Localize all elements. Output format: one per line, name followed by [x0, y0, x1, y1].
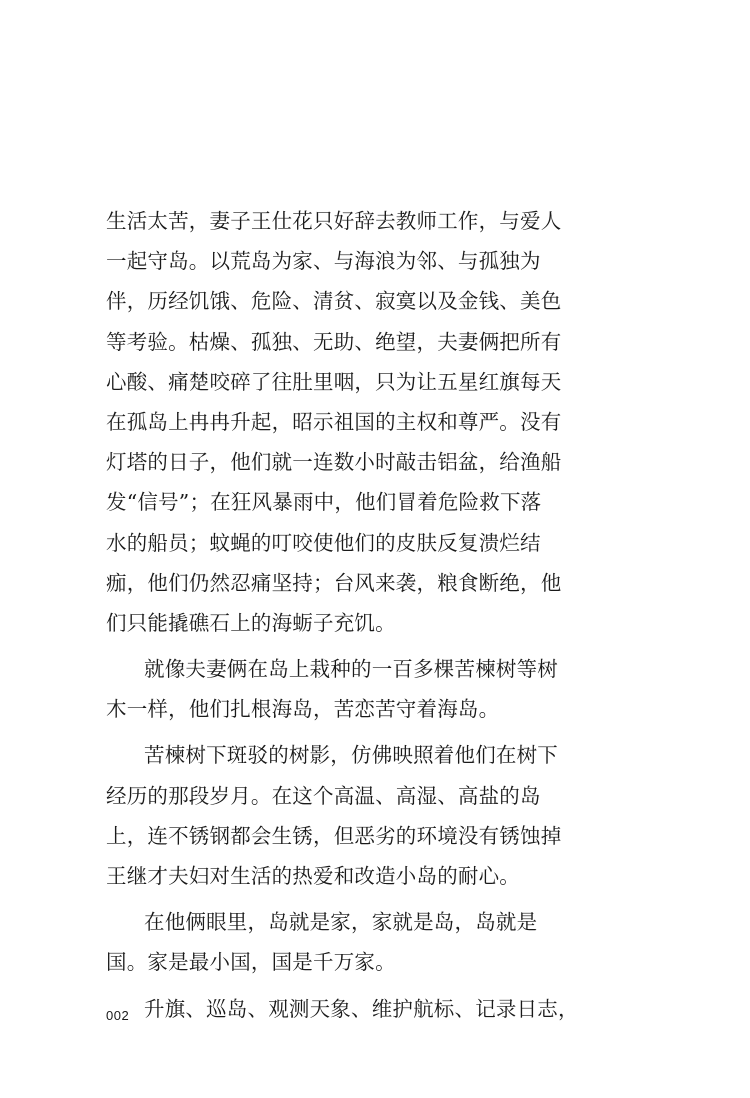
- body-text: [106, 201, 579, 1029]
- text-line: 水的船员；蚊蝇的叮咬使他们的皮肤反复溃烂结: [106, 530, 541, 555]
- text-line: 上，连不锈钢都会生锈，但恶劣的环境没有锈蚀掉: [106, 823, 562, 848]
- text-line: 经历的那段岁月。在这个高温、高湿、高盐的岛: [106, 783, 541, 808]
- text-line: 在孤岛上冉冉升起，昭示祖国的主权和尊严。没有: [106, 409, 562, 434]
- text-line: 木一样，他们扎根海岛，苦恋苦守着海岛。: [106, 697, 500, 722]
- text-line: 苦楝树下斑驳的树影，仿佛映照着他们在树下: [144, 743, 558, 768]
- text-line: 伴，历经饥饿、危险、清贫、寂寞以及金钱、美色: [106, 289, 562, 314]
- text-line: 们只能撬礁石上的海蛎子充饥。: [106, 610, 396, 635]
- paragraph-4: [106, 902, 538, 982]
- text-line: 在他俩眼里，岛就是家，家就是岛，岛就是: [144, 910, 538, 935]
- text-line: 心酸、痛楚咬碎了往肚里咽，只为让五星红旗每天: [106, 369, 562, 394]
- text-line: 等考验。枯燥、孤独、无助、绝望，夫妻俩把所有: [106, 329, 562, 354]
- text-line: 升旗、巡岛、观测天象、维护航标、记录日志，: [144, 996, 579, 1021]
- text-line: 灯塔的日子，他们就一连数小时敲击铝盆，给渔船: [106, 450, 562, 475]
- text-line: 王继才夫妇对生活的热爱和改造小岛的耐心。: [106, 864, 520, 888]
- page-number: 002: [106, 1008, 130, 1023]
- paragraph-5: [106, 989, 579, 1029]
- text-line: 发“信号”；在狂风暴雨中，他们冒着危险救下落: [106, 490, 542, 515]
- text-line: 就像夫妻俩在岛上栽种的一百多棵苦楝树等树: [144, 657, 558, 682]
- paragraph-3: [106, 735, 562, 896]
- paragraph-1: [106, 201, 562, 643]
- text-line: 痂，他们仍然忍痛坚持；台风来袭，粮食断绝，他: [106, 570, 562, 595]
- paragraph-2: [106, 649, 558, 729]
- text-line: 生活太苦，妻子王仕花只好辞去教师工作，与爱人: [106, 209, 562, 233]
- text-line: 一起守岛。以荒岛为家、与海浪为邻、与孤独为: [106, 249, 541, 274]
- text-line: 国。家是最小国，国是千万家。: [106, 950, 396, 975]
